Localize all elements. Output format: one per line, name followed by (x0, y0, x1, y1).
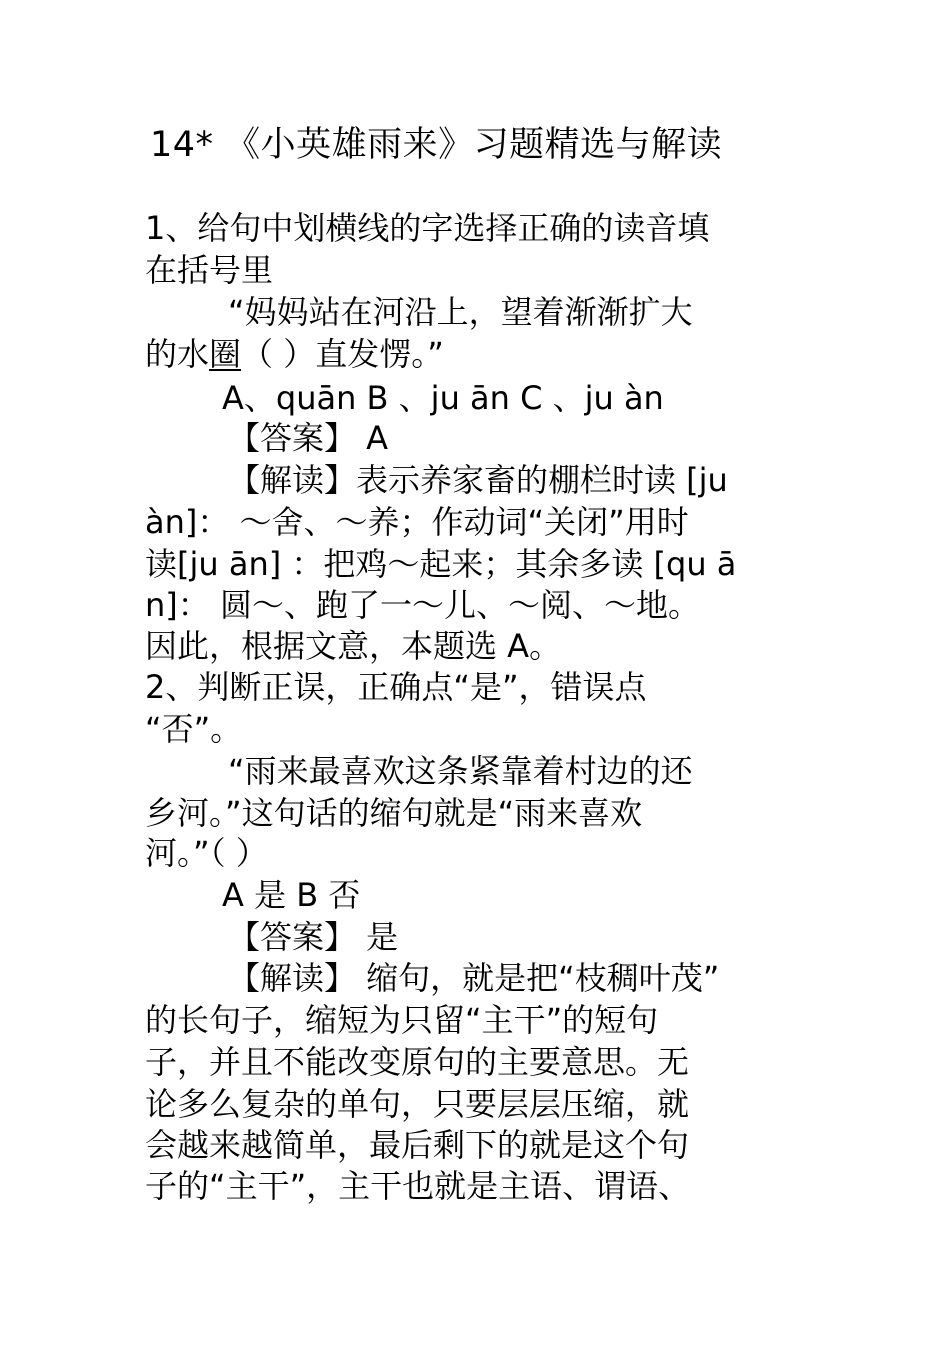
q2-explanation-line-6: 子的“主干”，主干也就是主语、谓语、 (145, 1167, 691, 1205)
underlined-character: 圈 (209, 335, 242, 373)
q1-options: A、quān B 、ju ān C 、ju àn (222, 379, 664, 417)
q1-explanation-line-5: 因此，根据文意，本题选 A。 (145, 627, 562, 665)
q1-explanation-line-4: n]： 圆～、跑了一～儿、～阅、～地。 (145, 586, 700, 624)
page-title: 14* 《小英雄雨来》习题精选与解读 (150, 125, 723, 165)
q1-explanation-line-3: 读[ju ān] ：把鸡～起来；其余多读 [qu ā (145, 545, 737, 583)
q1-quote-line-2 (145, 334, 444, 374)
q1-stem-line-1: 1、给句中划横线的字选择正确的读音填 (145, 209, 710, 247)
q1-quote-line-1: “妈妈站在河沿上，望着渐渐扩大 (228, 293, 693, 331)
q1-quote-blank: （ ）直发愣。” (241, 335, 444, 373)
q1-stem-line-2: 在括号里 (145, 251, 274, 289)
q1-explanation-line-2: àn]： ～舍、～养；作动词“关闭”用时 (145, 503, 689, 541)
q2-explanation-line-5: 会越来越简单，最后剩下的就是这个句 (145, 1126, 690, 1164)
q2-stem-line-2: “否”。 (145, 710, 243, 748)
q1-quote-text: 的水 (145, 335, 210, 373)
q1-explanation-line-1: 【解读】表示养家畜的棚栏时读 [ju (228, 461, 728, 499)
q2-quote-line-1: “雨来最喜欢这条紧靠着村边的还 (228, 752, 693, 790)
q2-quote-line-3: 河。”（ ） (145, 834, 268, 872)
q2-explanation-line-2: 的长句子，缩短为只留“主干”的短句 (145, 1001, 659, 1039)
q2-options: A 是 B 否 (222, 876, 361, 914)
q1-answer: 【答案】 A (228, 419, 389, 457)
q2-explanation-line-3: 子，并且不能改变原句的主要意思。无 (145, 1043, 690, 1081)
q2-stem-line-1: 2、判断正误，正确点“是”，错误点 (145, 668, 647, 706)
q2-explanation-line-4: 论多么复杂的单句，只要层层压缩，就 (145, 1085, 690, 1123)
q2-quote-line-2: 乡河。”这句话的缩句就是“雨来喜欢 (145, 794, 643, 832)
q2-answer: 【答案】 是 (228, 918, 399, 956)
q2-explanation-line-1: 【解读】 缩句，就是把“枝稠叶茂” (228, 959, 720, 997)
